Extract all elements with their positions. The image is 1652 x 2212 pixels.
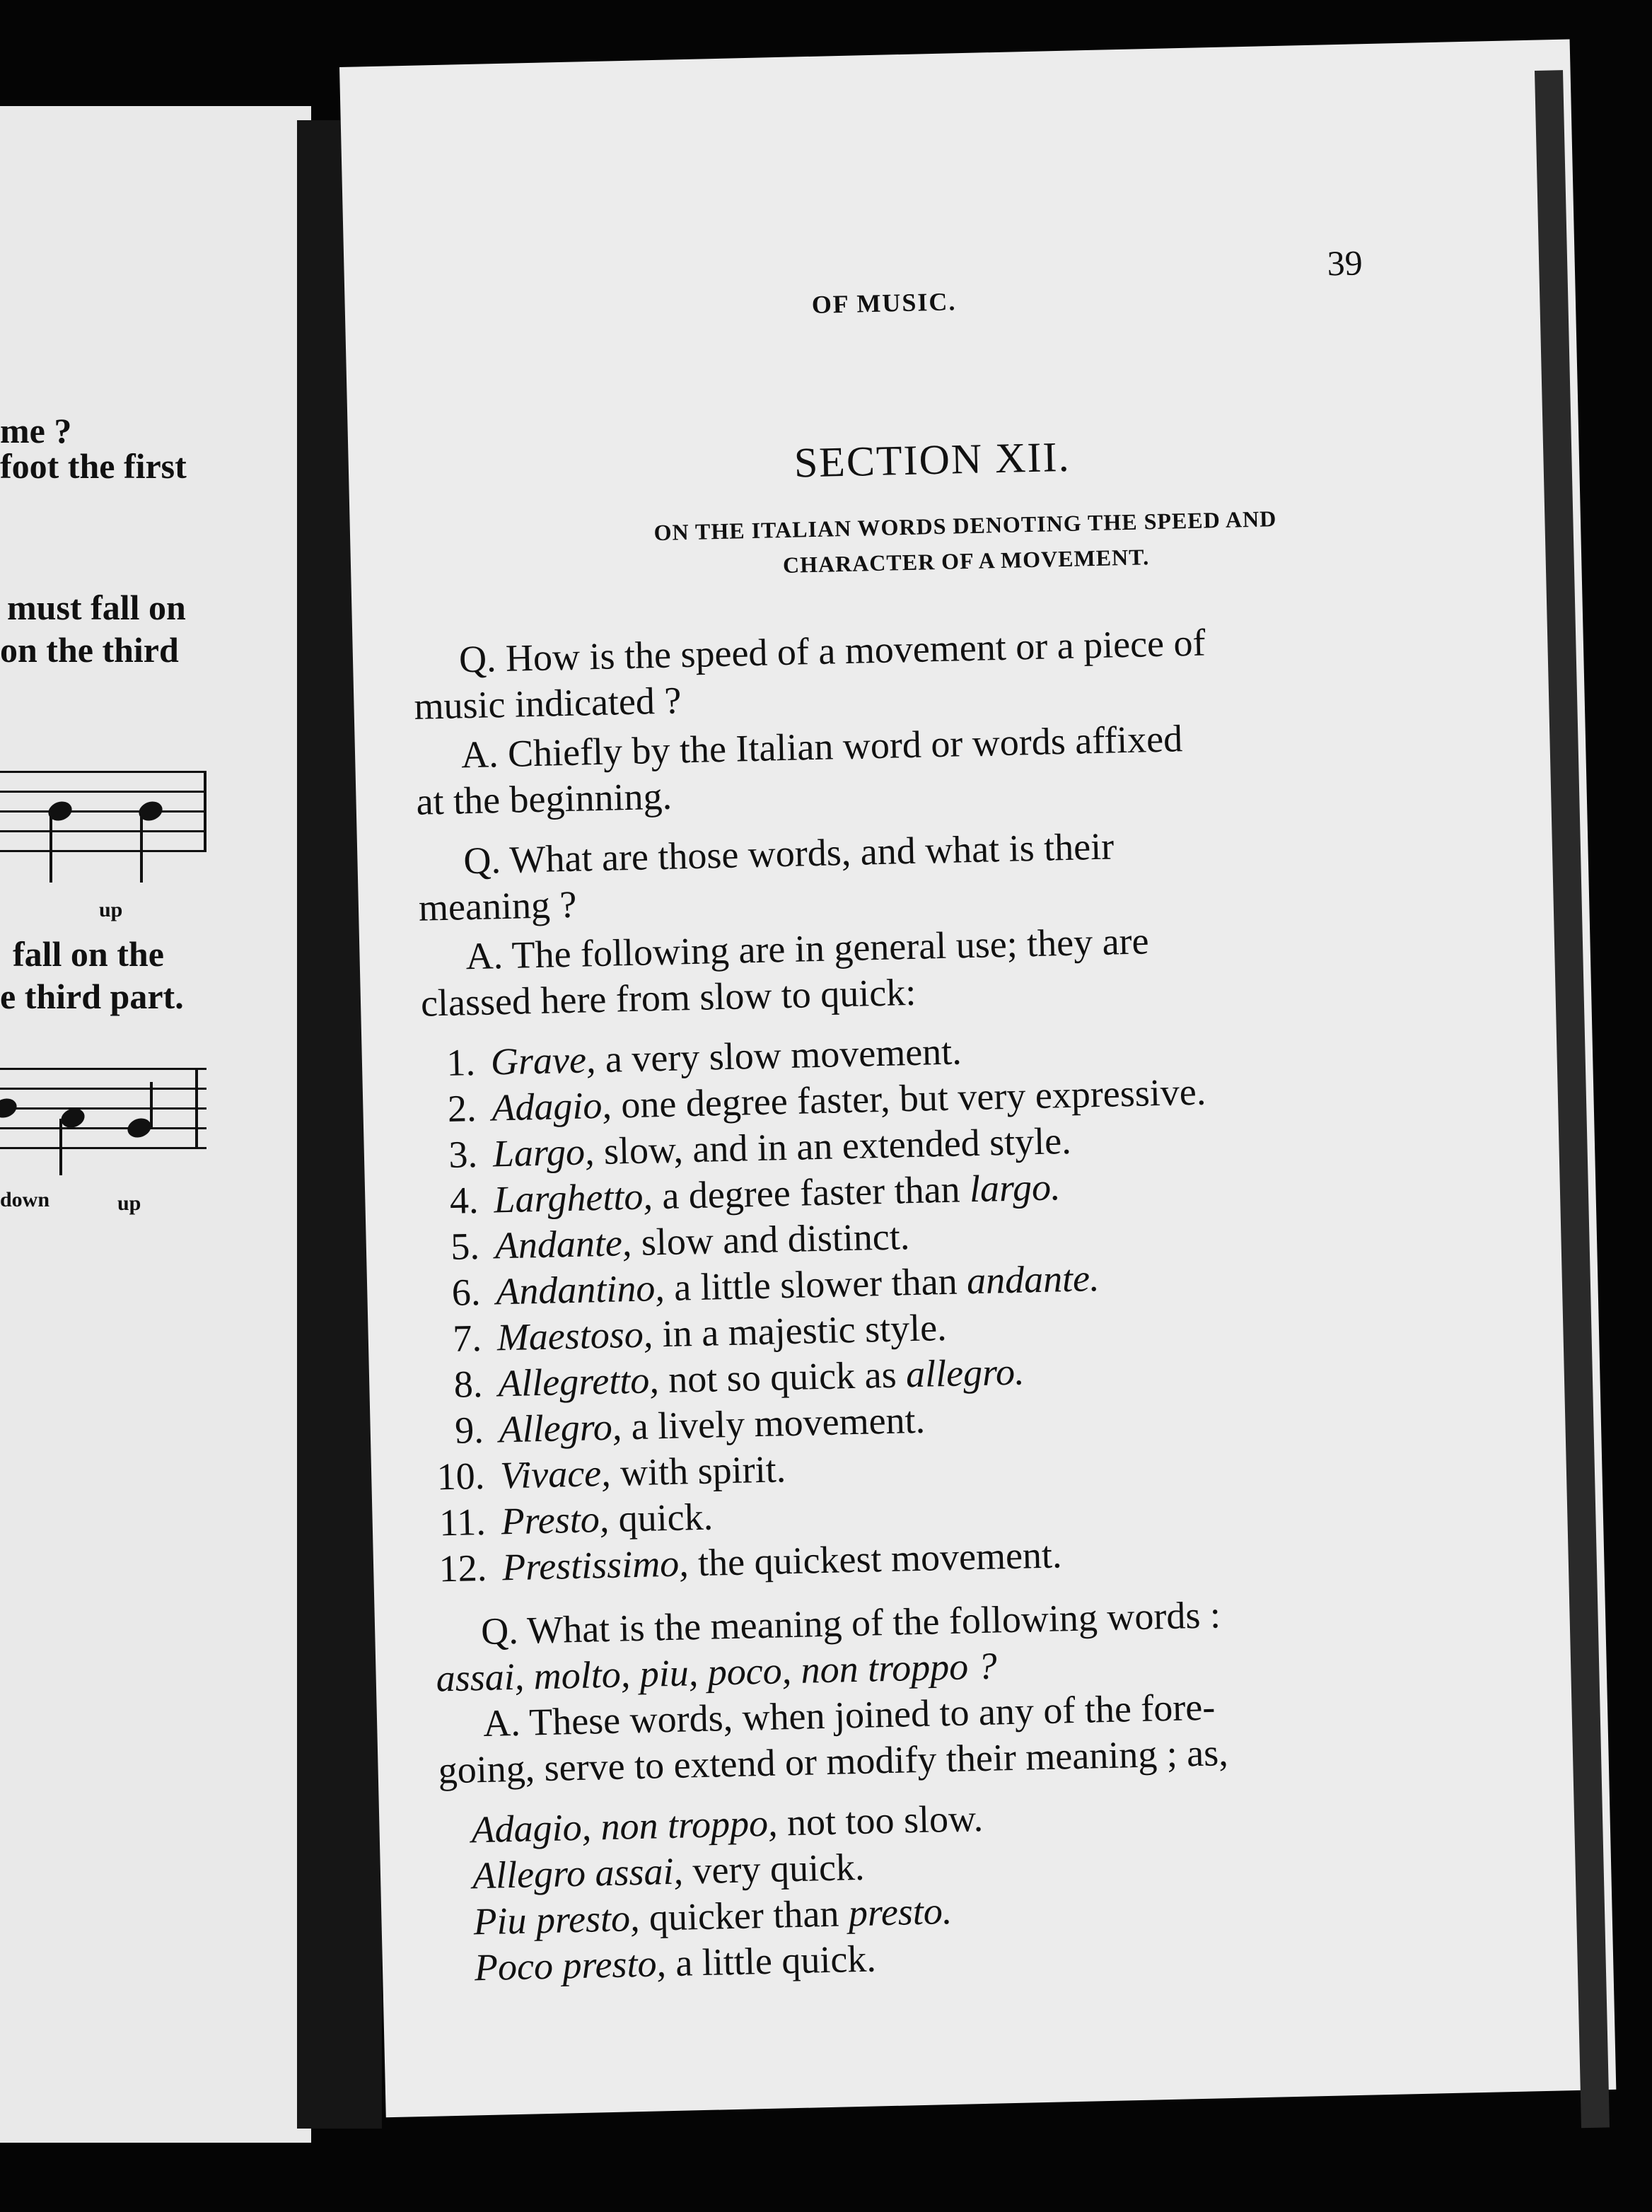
music-note	[0, 1095, 19, 1121]
modifier-example: Poco presto, a little quick.	[474, 1937, 877, 1989]
italian-term: Andantino,	[495, 1267, 665, 1313]
answer-text: classed here from slow to quick:	[420, 970, 917, 1025]
question-text: Q. What is the meaning of the following words :	[480, 1593, 1221, 1653]
staff-caption: down	[0, 1188, 50, 1211]
modifier-example: Allegro assai, very quick.	[472, 1845, 866, 1897]
italian-term: Grave,	[490, 1038, 597, 1083]
section-subtitle: ON THE ITALIAN WORDS DENOTING THE SPEED AND	[653, 506, 1277, 546]
tempo-term-item: 5. Andante, slow and distinct.	[450, 1215, 910, 1268]
tempo-term-item: 6. Andantino, a little slower than andante.	[451, 1257, 1100, 1314]
left-page-line: me ?	[0, 411, 72, 450]
modifier-example: Piu presto, quicker than presto.	[472, 1890, 953, 1943]
italian-term: Allegro assai,	[472, 1849, 684, 1897]
italian-term: Adagio, non troppo,	[470, 1801, 779, 1851]
section-title: SECTION XII.	[793, 433, 1071, 487]
tempo-term-item: 8. Allegretto, not so quick as allegro.	[453, 1350, 1025, 1406]
tempo-term-item: 2. Adagio, one degree faster, but very expressive.	[447, 1070, 1206, 1130]
italian-term: Allegretto,	[497, 1358, 660, 1405]
italian-term: Poco presto,	[474, 1942, 667, 1989]
staff-caption: up	[117, 1192, 141, 1215]
left-page-line: on the third	[0, 630, 179, 670]
italian-term: Maestoso,	[496, 1312, 653, 1359]
answer-text: at the beginning.	[415, 774, 673, 823]
italian-term: Andante,	[494, 1221, 632, 1267]
tempo-term-item: 10. Vivace, with spirit.	[436, 1448, 786, 1498]
tempo-term-item: 7. Maestoso, in a majestic style.	[452, 1305, 948, 1360]
tempo-term-item: 9. Allegro, a lively movement.	[454, 1398, 926, 1452]
italian-term: Prestissimo,	[501, 1542, 690, 1589]
tempo-term-item: 12. Prestissimo, the quickest movement.	[438, 1533, 1063, 1590]
right-page	[339, 40, 1616, 2118]
italian-term: Adagio,	[491, 1083, 612, 1129]
answer-text: A. The following are in general use; they are	[465, 919, 1150, 978]
running-head: OF MUSIC.	[811, 287, 957, 319]
left-page-line: fall on the	[13, 934, 164, 974]
answer-text: A. Chiefly by the Italian word or words affixed	[460, 717, 1183, 776]
page-number: 39	[1327, 243, 1363, 284]
modifier-example: Adagio, non troppo, not too slow.	[470, 1797, 984, 1851]
section-subtitle: CHARACTER OF A MOVEMENT.	[782, 544, 1150, 578]
italian-term: Larghetto,	[493, 1175, 653, 1221]
italian-term: Largo,	[492, 1130, 595, 1175]
music-staff	[0, 1068, 206, 1160]
left-page-line: foot the first	[0, 446, 187, 486]
tempo-term-item: 4. Larghetto, a degree faster than largo.	[449, 1165, 1061, 1222]
tempo-term-item: 3. Largo, slow, and in an extended style.	[448, 1119, 1072, 1176]
answer-text: A. These words, when joined to any of the fore-	[482, 1685, 1216, 1745]
question-text: meaning ?	[418, 883, 578, 929]
question-text: Q. How is the speed of a movement or a piece of	[458, 621, 1206, 681]
staff-caption: up	[99, 898, 123, 921]
music-staff	[0, 771, 206, 863]
answer-text: going, serve to extend or modify their meaning ; as,	[437, 1731, 1229, 1792]
italian-term: Piu presto,	[472, 1897, 641, 1943]
left-page	[0, 106, 311, 2143]
question-text: music indicated ?	[413, 679, 682, 728]
left-page-line: e third part.	[0, 977, 184, 1016]
italian-term: Vivace,	[499, 1451, 612, 1497]
left-page-line: must fall on	[7, 588, 186, 627]
question-text: assai, molto, piu, poco, non troppo ?	[436, 1644, 998, 1700]
tempo-term-item: 11. Presto, quick.	[438, 1495, 714, 1544]
tempo-term-item: 1. Grave, a very slow movement.	[446, 1030, 962, 1084]
italian-term: Allegro,	[499, 1405, 622, 1451]
italian-term: Presto,	[501, 1497, 610, 1543]
question-text: Q. What are those words, and what is their	[463, 825, 1115, 883]
